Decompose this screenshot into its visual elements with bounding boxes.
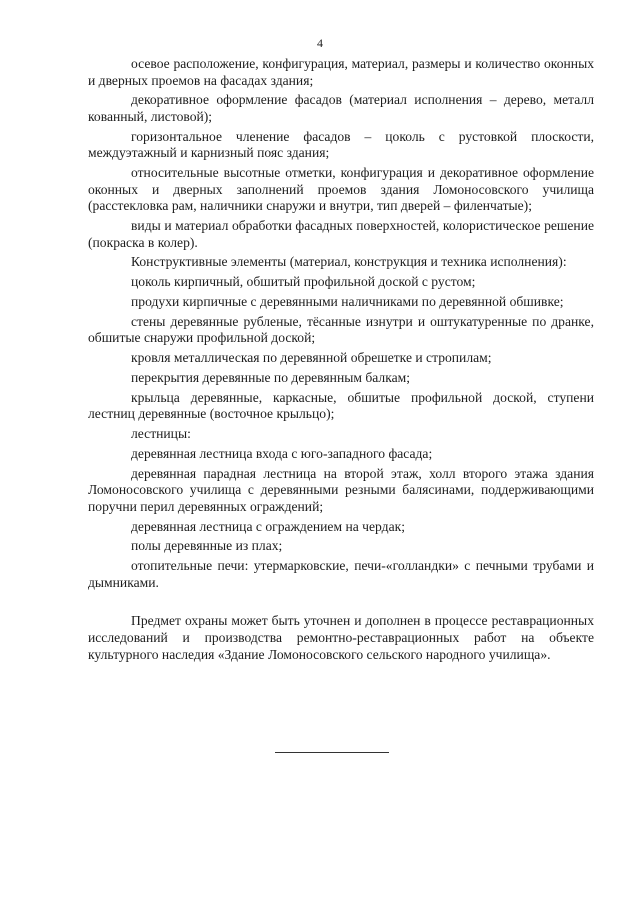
list-item: деревянная лестница с ограждением на чердак; — [131, 518, 405, 534]
list-item: отопительные печи: утермарковские, печи-«голландки» с печными трубами и дымниками. — [88, 558, 594, 590]
protection-subject-list — [88, 56, 594, 666]
list-item: деревянная парадная лестница на второй этаж, холл второго этажа здания Ломоносовского училища с деревянными резными балясинами, поддерживающими поручни перил деревянных ограждений; — [88, 465, 594, 514]
section-heading: Конструктивные элементы (материал, конструкция и техника исполнения): — [131, 254, 567, 270]
list-item: перекрытия деревянные по деревянным балкам; — [131, 369, 411, 385]
list-item: относительные высотные отметки, конфигурация и декоративное оформление оконных и дверных заполнений проемов здания Ломоносовского училища (расстекловка рам, наличники снаружи и внутри, тип дверей – филенчатые); — [88, 165, 594, 214]
list-item: крыльца деревянные, каркасные, обшитые профильной доской, ступени лестниц деревянные (восточное крыльцо); — [88, 389, 594, 422]
list-item: лестницы: — [131, 426, 191, 442]
list-item: продухи кирпичные с деревянными наличниками по деревянной обшивке; — [131, 294, 564, 310]
list-item: осевое расположение, конфигурация, материал, размеры и количество оконных и дверных проемов на фасадах здания; — [88, 56, 594, 88]
list-item: горизонтальное членение фасадов – цоколь с рустовкой плоскости, междуэтажный и карнизный пояс здания; — [88, 128, 594, 161]
list-item: полы деревянные из плах; — [131, 538, 283, 554]
list-item: деревянная лестница входа с юго-западного фасада; — [131, 445, 433, 461]
list-item: цоколь кирпичный, обшитый профильной доской с рустом; — [131, 274, 476, 290]
list-item: виды и материал обработки фасадных поверхностей, колористическое решение (покраска в колер). — [88, 218, 594, 250]
closing-paragraph: Предмет охраны может быть уточнен и дополнен в процессе реставрационных исследований и производства ремонтно-реставрационных работ на объекте культурного наследия «Здание Ломоносовского сельского народного училища». — [88, 613, 594, 662]
list-item: кровля металлическая по деревянной обрешетке и стропилам; — [131, 350, 492, 366]
separator-line — [275, 752, 389, 753]
page-number: 4 — [317, 36, 323, 50]
list-item: стены деревянные рубленые, тёсанные изнутри и оштукатуренные по дранке, обшитые снаружи профильной доской; — [88, 313, 594, 346]
list-item: декоративное оформление фасадов (материал исполнения – дерево, металл кованный, листовой); — [88, 92, 594, 124]
